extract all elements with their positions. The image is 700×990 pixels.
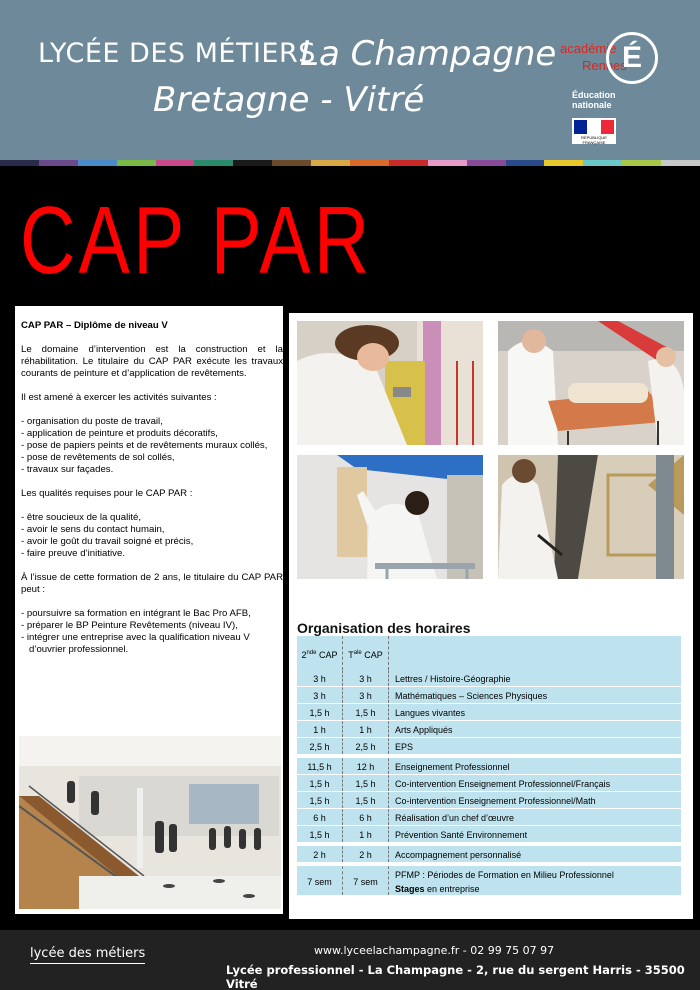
footer xyxy=(0,930,700,990)
logo-e-icon: É xyxy=(606,32,658,84)
table-row: 1,5 h 1,5 h Co-intervention Enseignement Professionnel/Math xyxy=(297,792,681,809)
table-row: 1,5 h 1,5 h Co-intervention Enseignement Professionnel/Français xyxy=(297,775,681,792)
stages-label: Stages xyxy=(395,884,425,894)
student-painting-photo xyxy=(297,321,483,445)
table-row: 1 h 1 h Arts Appliqués xyxy=(297,721,681,738)
table-row: 3 h 3 h Lettres / Histoire-Géographie xyxy=(297,670,681,687)
col-header-tale: $T^{ale}$ CAP xyxy=(342,636,388,670)
description-text xyxy=(21,320,283,668)
description-paragraph: Le domaine d’intervention est la construction et la réhabilitation. Le titulaire du CAP PAR exécute les travaux courants de peinture et d’application de revêtements. xyxy=(21,344,283,379)
table-row: 1,5 h 1 h Prévention Santé Environnement xyxy=(297,826,681,843)
col-header-2nde: 2nde CAP xyxy=(301,650,338,660)
header-bretagne-text: Bretagne - Vitré xyxy=(153,80,425,120)
schedule-group-professional xyxy=(297,758,681,843)
logo-education-nationale xyxy=(572,90,616,110)
list-item: - poursuivre sa formation en intégrant le Bac Pro AFB, xyxy=(21,608,251,619)
list-item: - application de peinture et produits décoratifs, xyxy=(21,428,218,439)
logo-republique-text: RÉPUBLIQUE FRANÇAISE xyxy=(581,135,607,145)
table-row: 11,5 h 12 h Enseignement Professionnel xyxy=(297,758,681,775)
logo-nationale-text: nationale xyxy=(572,100,612,110)
school-hall-photo xyxy=(19,736,281,909)
outcomes-intro: À l’issue de cette formation de 2 ans, le titulaire du CAP PAR peut : xyxy=(21,572,283,595)
list-item: - travaux sur façades. xyxy=(21,464,114,475)
list-item: - pose de papiers peints et de revêtements muraux collés, xyxy=(21,440,268,451)
table-row: 6 h 6 h Réalisation d’un chef d’œuvre xyxy=(297,809,681,826)
left-description-panel xyxy=(15,306,283,914)
table-row: 3 h 3 h Mathématiques – Sciences Physiques xyxy=(297,687,681,704)
activities-list xyxy=(21,416,283,476)
logo-rennes-text: Rennes xyxy=(582,58,627,73)
footer-address: Lycée professionnel - La Champagne - 2, rue du sergent Harris - 35500 Vitré xyxy=(226,963,685,990)
header-champagne-text: La Champagne xyxy=(300,34,557,74)
schedule-table xyxy=(297,636,681,896)
qualities-list xyxy=(21,512,283,560)
wall-paper-hanging-photo xyxy=(297,455,483,579)
outcomes-list xyxy=(21,608,283,656)
list-item: - pose de revêtements de sol collés, xyxy=(21,452,175,463)
right-panel xyxy=(289,313,693,919)
wallpaper-table-photo xyxy=(498,321,684,445)
activities-intro: Il est amené à exercer les activités suivantes : xyxy=(21,392,217,403)
republique-flag-icon xyxy=(572,118,616,144)
color-stripe xyxy=(0,160,700,166)
academie-logo xyxy=(560,18,670,150)
table-row: 2,5 h 2,5 h EPS xyxy=(297,738,681,755)
logo-academie-text: académie xyxy=(560,41,617,56)
table-row-pfmp: 7 sem 7 sem PFMP : Périodes de Formation en Milieu Professionnel Stages en entreprise xyxy=(297,866,681,896)
schedule-group-accompaniment xyxy=(297,846,681,863)
qualities-intro: Les qualités requises pour le CAP PAR : xyxy=(21,488,193,499)
description-heading: CAP PAR – Diplôme de niveau V xyxy=(21,320,168,331)
student-painting-wall-photo xyxy=(498,455,684,579)
list-item: - intégrer une entreprise avec la qualification niveau V d’ouvrier professionnel. xyxy=(21,632,250,655)
table-row: 2 h 2 h Accompagnement personnalisé xyxy=(297,846,681,863)
schedule-header xyxy=(297,636,681,670)
col-header-subject xyxy=(388,636,681,670)
list-item: - préparer le BP Peinture Revêtements (niveau IV), xyxy=(21,620,238,631)
list-item: - être soucieux de la qualité, xyxy=(21,512,141,523)
header-lycee-text: LYCÉE DES MÉTIERS xyxy=(38,38,316,69)
list-item: - organisation du poste de travail, xyxy=(21,416,163,427)
schedule-title: Organisation des horaires xyxy=(297,620,471,636)
footer-website-phone: www.lyceelachampagne.fr - 02 99 75 07 97 xyxy=(314,944,555,957)
table-row: 1,5 h 1,5 h Langues vivantes xyxy=(297,704,681,721)
list-item: - avoir le sens du contact humain, xyxy=(21,524,165,535)
schedule-group-general xyxy=(297,670,681,755)
header-banner xyxy=(0,0,700,160)
pfmp-label: PFMP : Périodes de Formation en Milieu Professionnel xyxy=(395,870,614,880)
list-item: - faire preuve d’initiative. xyxy=(21,548,125,559)
lycee-des-metiers-logo: lycée des métiers xyxy=(30,946,145,964)
page-title: CAP PAR xyxy=(20,187,373,294)
list-item: - avoir le goût du travail soigné et précis, xyxy=(21,536,194,547)
logo-education-text: Éducation xyxy=(572,90,616,100)
